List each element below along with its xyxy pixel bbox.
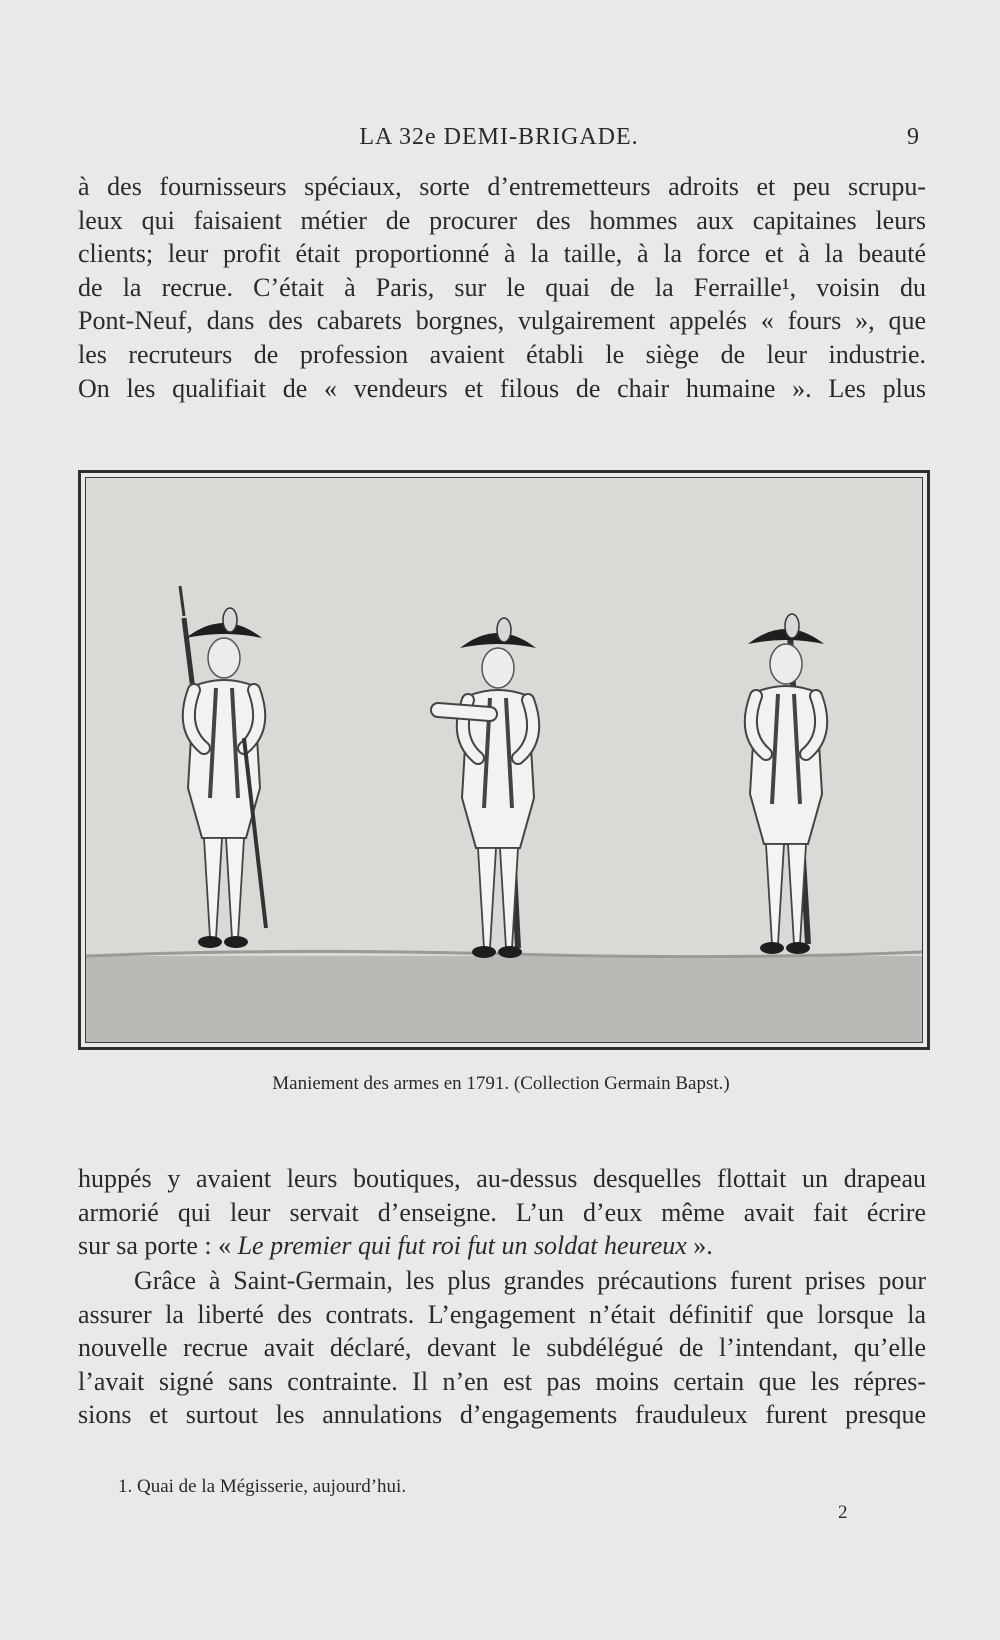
page-number: 9 xyxy=(907,124,920,150)
signature-mark: 2 xyxy=(838,1502,848,1523)
paragraph-2 xyxy=(78,1162,926,1263)
text-line: Pont-Neuf, dans des cabarets borgnes, vulgairement appelés « fours », que xyxy=(78,306,926,336)
door-inscription: Le premier qui fut roi fut un soldat heureux xyxy=(237,1231,687,1261)
quote-close: ». xyxy=(686,1231,713,1261)
text-line: sions et surtout les annulations d’engagements frauduleux furent presque xyxy=(78,1400,926,1430)
text-line xyxy=(78,1229,926,1263)
quote-open: sur sa porte : « xyxy=(78,1231,238,1261)
text-line: assurer la liberté des contrats. L’engagement n’était définitif que lorsque la xyxy=(78,1299,926,1329)
figure-caption: Maniement des armes en 1791. (Collection Germain Bapst.) xyxy=(272,1073,730,1094)
text-line: à des fournisseurs spéciaux, sorte d’entremetteurs adroits et peu scrupu- xyxy=(78,172,926,201)
footnote: 1. Quai de la Mégisserie, aujourd’hui. xyxy=(118,1476,407,1497)
illustration-frame xyxy=(78,470,930,1050)
text-line: On les qualifiait de « vendeurs et filous de chair humaine ». Les plus xyxy=(78,373,926,403)
text-line: Grâce à Saint-Germain, les plus grandes précautions furent prises pour xyxy=(134,1266,926,1295)
text-line: leux qui faisaient métier de procurer des hommes aux capitaines leurs xyxy=(78,205,926,235)
text-line: huppés y avaient leurs boutiques, au-dessus desquelles flottait un drapeau xyxy=(78,1164,926,1193)
soldiers-illustration xyxy=(86,478,922,1042)
text-line: de la recrue. C’était à Paris, sur le quai de la Ferraille¹, voisin du xyxy=(78,272,926,302)
paragraph-1 xyxy=(78,170,926,405)
text-line: nouvelle recrue avait déclaré, devant le subdélégué de l’intendant, qu’elle xyxy=(78,1333,926,1363)
text-line: clients; leur profit était proportionné à la taille, à la force et à la beauté xyxy=(78,239,926,269)
text-line: armorié qui leur servait d’enseigne. L’un d’eux même avait fait écrire xyxy=(78,1197,926,1227)
text-line: l’avait signé sans contrainte. Il n’en est pas moins certain que les répres- xyxy=(78,1366,926,1396)
running-title: LA 32e DEMI-BRIGADE. xyxy=(359,124,639,150)
text-line: les recruteurs de profession avaient établi le siège de leur industrie. xyxy=(78,339,926,369)
paragraph-3 xyxy=(78,1264,926,1432)
running-header xyxy=(78,124,920,154)
